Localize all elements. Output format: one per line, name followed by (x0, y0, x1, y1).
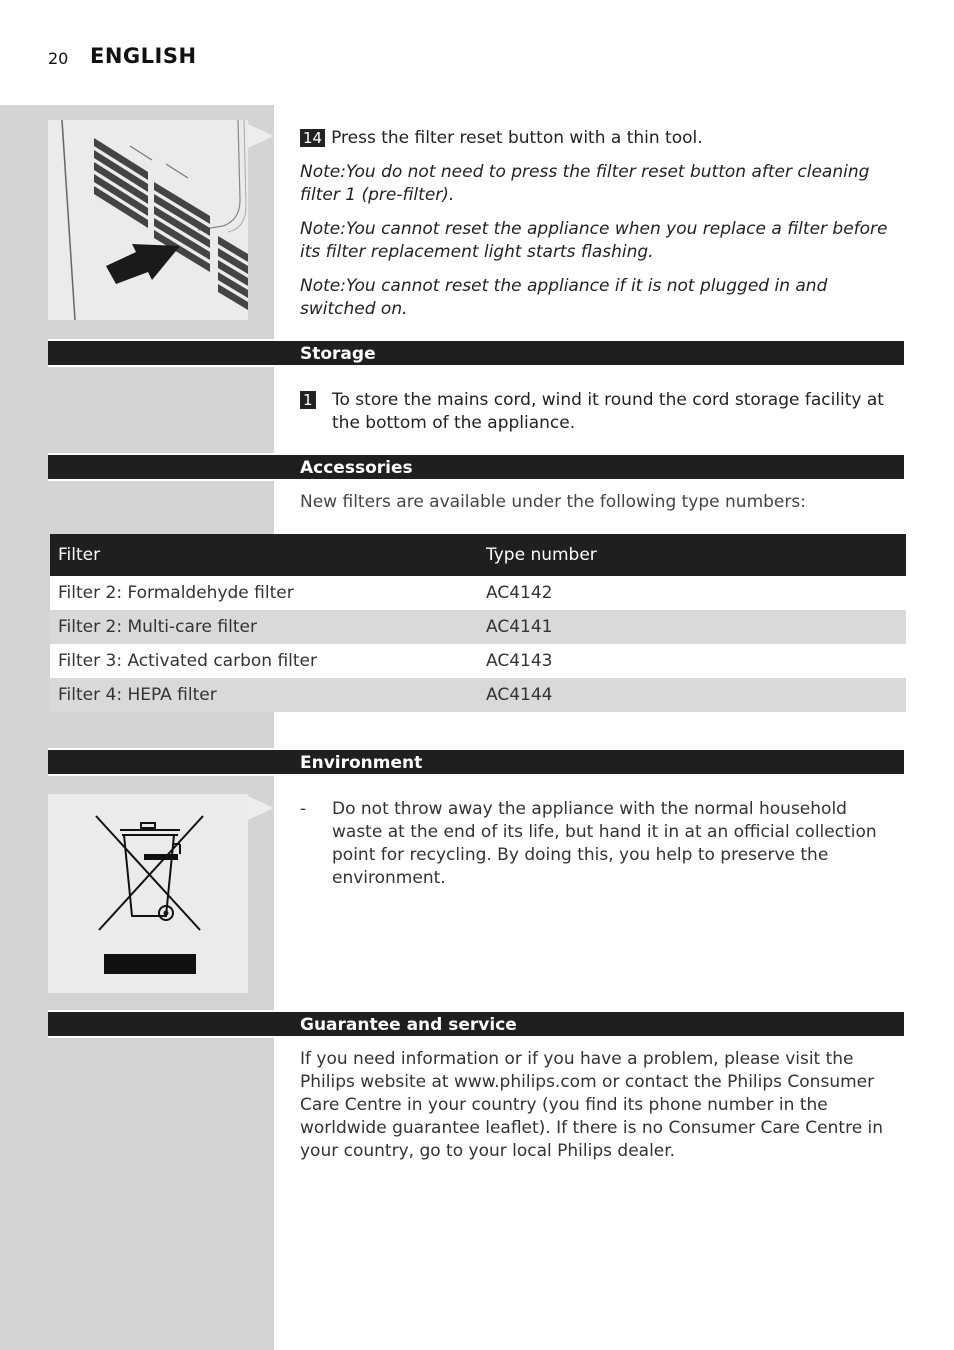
weee-illustration (48, 794, 248, 993)
table-header-row (50, 534, 906, 576)
accessories-heading-bar (48, 453, 904, 481)
illustration-pointer (248, 124, 274, 148)
table-cell-type-number: AC4143 (478, 644, 906, 678)
step-text: Press the filter reset button with a thin tool. (331, 128, 703, 148)
table-cell-filter: Filter 2: Formaldehyde filter (50, 576, 478, 610)
table-cell-filter: Filter 3: Activated carbon filter (50, 644, 478, 678)
bullet-dash: - (300, 799, 307, 819)
environment-heading-bar (48, 748, 904, 776)
table-cell-type-number: AC4144 (478, 678, 906, 712)
table-cell-type-number: AC4142 (478, 576, 906, 610)
storage-step-number: 1 (300, 391, 316, 409)
filter-reset-section (300, 127, 900, 321)
page-language-heading: ENGLISH (90, 44, 197, 68)
environment-heading: Environment (300, 753, 423, 773)
storage-heading-bar (48, 339, 904, 367)
table-cell-filter: Filter 4: HEPA filter (50, 678, 478, 712)
note-3: Note:You cannot reset the appliance if it is not plugged in and switched on. (300, 276, 828, 319)
page-number: 20 (48, 49, 69, 68)
table-cell-type-number: AC4141 (478, 610, 906, 644)
accessories-table (50, 534, 906, 712)
storage-step-text: To store the mains cord, wind it round the cord storage facility at the bottom of the appliance. (332, 390, 884, 433)
accessories-heading: Accessories (300, 458, 413, 478)
note-2: Note:You cannot reset the appliance when you replace a filter before its filter replacement light starts flashing. (300, 219, 888, 262)
guarantee-text: If you need information or if you have a problem, please visit the Philips website at www.philips.com or contact the Philips Consumer Care Centre in your country (you find its phone number in the worldwide guarantee leaflet). If there is no Consumer Care Centre in your country, go to your local Philips dealer. (300, 1049, 884, 1161)
appliance-vent-arrow-icon (48, 120, 248, 320)
table-cell-filter: Filter 2: Multi-care filter (50, 610, 478, 644)
table-header-filter: Filter (50, 534, 478, 576)
weee-pointer (248, 796, 274, 820)
step-number: 14 (300, 129, 325, 147)
accessories-intro: New filters are available under the following type numbers: (300, 492, 806, 512)
storage-step (300, 389, 900, 435)
table-header-type-number: Type number (478, 534, 906, 576)
guarantee-heading: Guarantee and service (300, 1015, 517, 1035)
table-row (50, 678, 906, 712)
table-row (50, 644, 906, 678)
environment-bullet-item (300, 798, 900, 890)
crossed-out-wheelie-bin-icon (48, 794, 248, 993)
guarantee-heading-bar (48, 1010, 904, 1038)
environment-text: Do not throw away the appliance with the normal household waste at the end of its life, but hand it in at an official collection point for recycling. By doing this, you help to preserve the environment. (332, 799, 877, 888)
table-row (50, 610, 906, 644)
table-row (50, 576, 906, 610)
filter-reset-illustration (48, 120, 248, 320)
storage-heading: Storage (300, 344, 376, 364)
note-1: Note:You do not need to press the filter reset button after cleaning filter 1 (pre-filter). (300, 162, 870, 205)
